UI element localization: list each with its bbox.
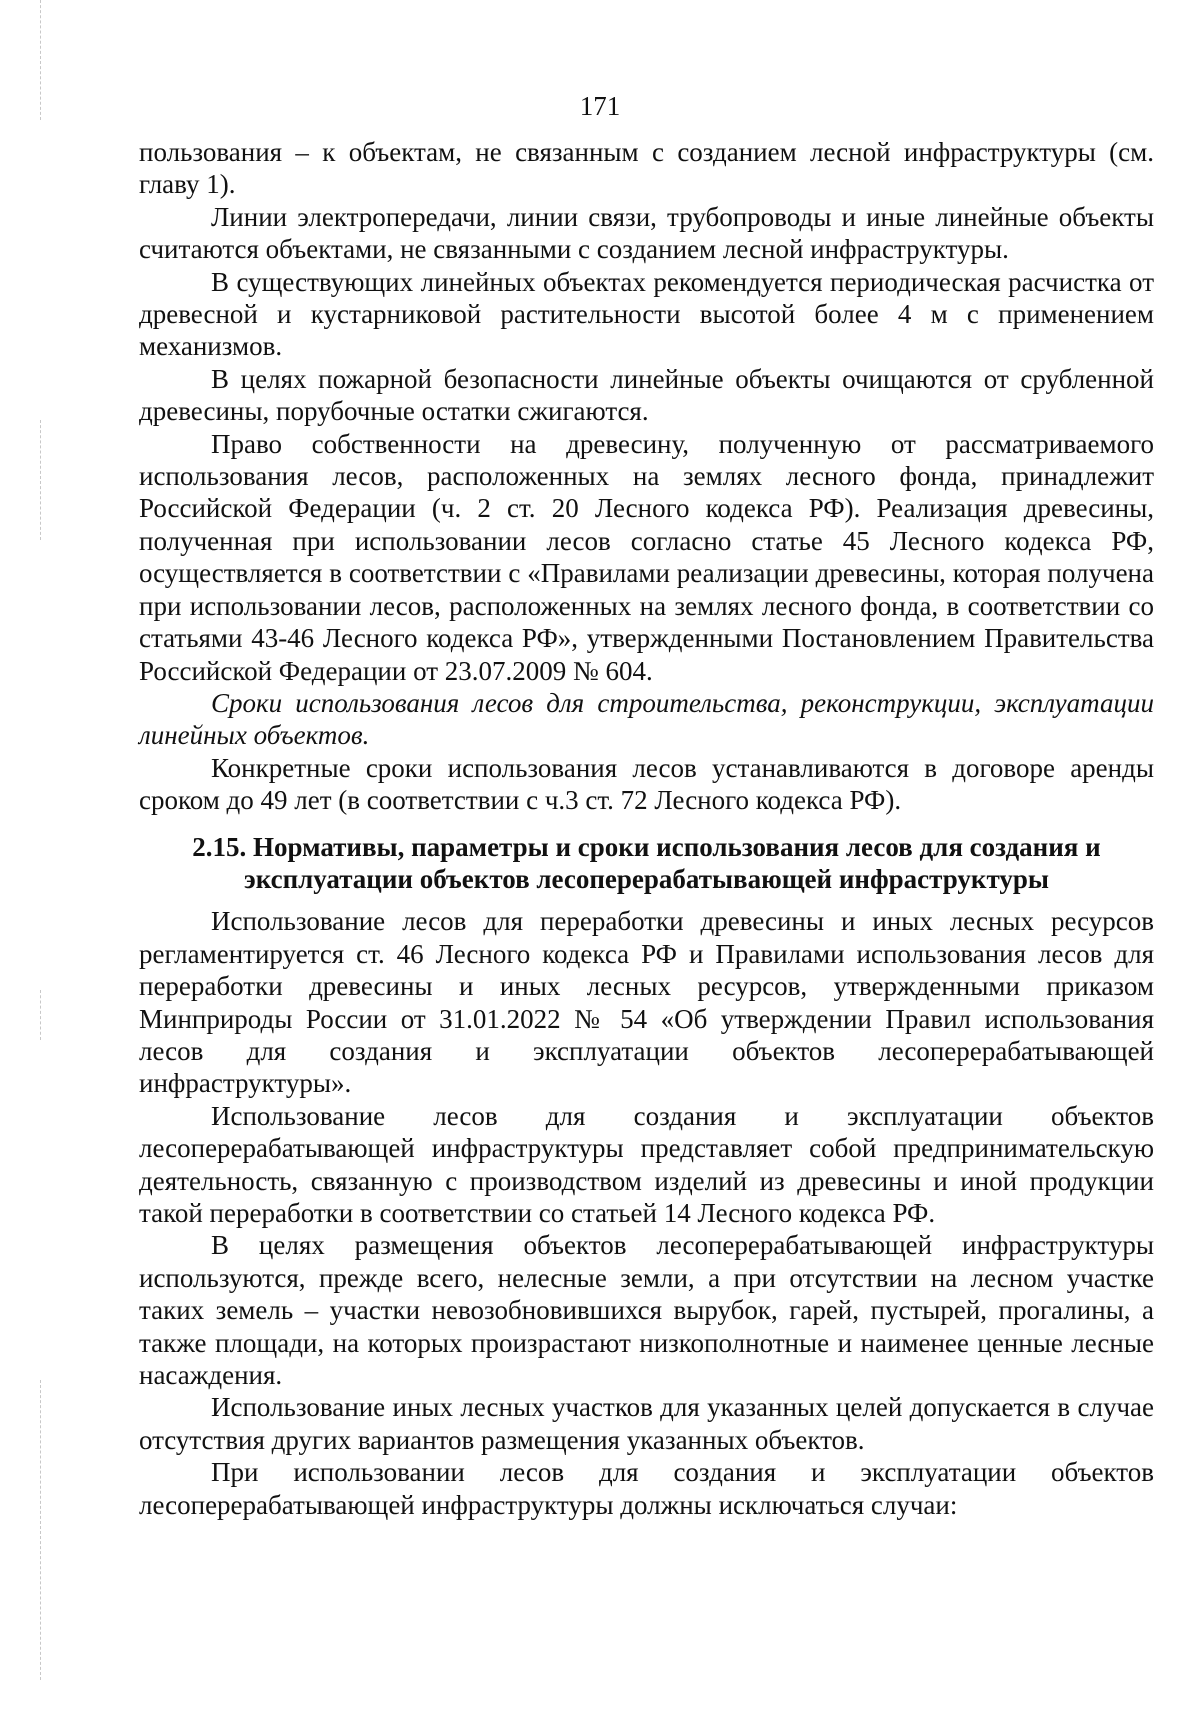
paragraph-exclusions: При использовании лесов для создания и эксплуатации объектов лесоперерабатывающей инфраструктуры должны исключаться случаи:: [139, 1457, 1154, 1520]
page-number: 171: [579, 91, 621, 121]
scan-edge-bottom: [40, 1380, 41, 1680]
paragraph-clearing: В существующих линейных объектах рекомендуется периодическая расчистка от древесной и кустарниковой растительности высотой более 4 м с применением механизмов.: [139, 266, 1154, 362]
section-heading: 2.15. Нормативы, параметры и сроки использования лесов для создания и эксплуатации объектов лесоперерабатывающей инфраструктуры: [192, 831, 1101, 894]
paragraph-continuation: пользования – к объектам, не связанным с созданием лесной инфраструктуры (см. главу 1).: [139, 137, 1154, 200]
document-body: [139, 136, 1154, 1521]
paragraph-terms-italic: Сроки использования лесов для строительства, реконструкции, эксплуатации линейных объектов.: [139, 687, 1154, 751]
scan-edge-lower: [40, 990, 41, 1040]
paragraph-regulation: Использование лесов для переработки древесины и иных лесных ресурсов регламентируется ст. 46 Лесного кодекса РФ и Правилами использования лесов для переработки древесины и иных лесных ресурсов, утвержденными приказом Минприроды России от 31.01.2022 № 54 «Об утверждении Правил использования лесов для создания и эксплуатации объектов лесоперерабатывающей инфраструктуры».: [139, 906, 1154, 1099]
paragraph-fire-safety: В целях пожарной безопасности линейные объекты очищаются от срубленной древесины, порубочные остатки сжигаются.: [139, 363, 1154, 427]
paragraph-linear-objects: Линии электропередачи, линии связи, трубопроводы и иные линейные объекты считаются объектами, не связанными с созданием лесной инфраструктуры.: [139, 201, 1154, 265]
paragraph-business-activity: Использование лесов для создания и эксплуатации объектов лесоперерабатывающей инфраструктуры представляет собой предпринимательскую деятельность, связанную с производством изделий из древесины и иной продукции такой переработки в соответствии со статьей 14 Лесного кодекса РФ.: [139, 1100, 1154, 1228]
paragraph-placement: В целях размещения объектов лесоперерабатывающей инфраструктуры используются, прежде всего, нелесные земли, а при отсутствии на лесном участке таких земель – участки невозобновившихся вырубок, гарей, пустырей, прогалины, а также площади, на которых произрастают низкополнотные и наименее ценные лесные насаждения.: [139, 1230, 1154, 1391]
paragraph-other-plots: Использование иных лесных участков для указанных целей допускается в случае отсутствия других вариантов размещения указанных объектов.: [139, 1392, 1154, 1455]
paragraph-lease-terms: Конкретные сроки использования лесов устанавливаются в договоре аренды сроком до 49 лет (в соответствии с ч.3 ст. 72 Лесного кодекса РФ).: [139, 752, 1154, 816]
paragraph-ownership: Право собственности на древесину, полученную от рассматриваемого использования лесов, расположенных на землях лесного фонда, принадлежит Российской Федерации (ч. 2 ст. 20 Лесного кодекса РФ). Реализация древесины, полученная при использовании лесов согласно статье 45 Лесного кодекса РФ, осуществляется в соответствии с «Правилами реализации древесины, которая получена при использовании лесов, расположенных на землях лесного фонда, в соответствии со статьями 43-46 Лесного кодекса РФ», утвержденными Постановлением Правительства Российской Федерации от 23.07.2009 № 604.: [139, 428, 1154, 686]
scan-edge-middle: [40, 420, 41, 540]
